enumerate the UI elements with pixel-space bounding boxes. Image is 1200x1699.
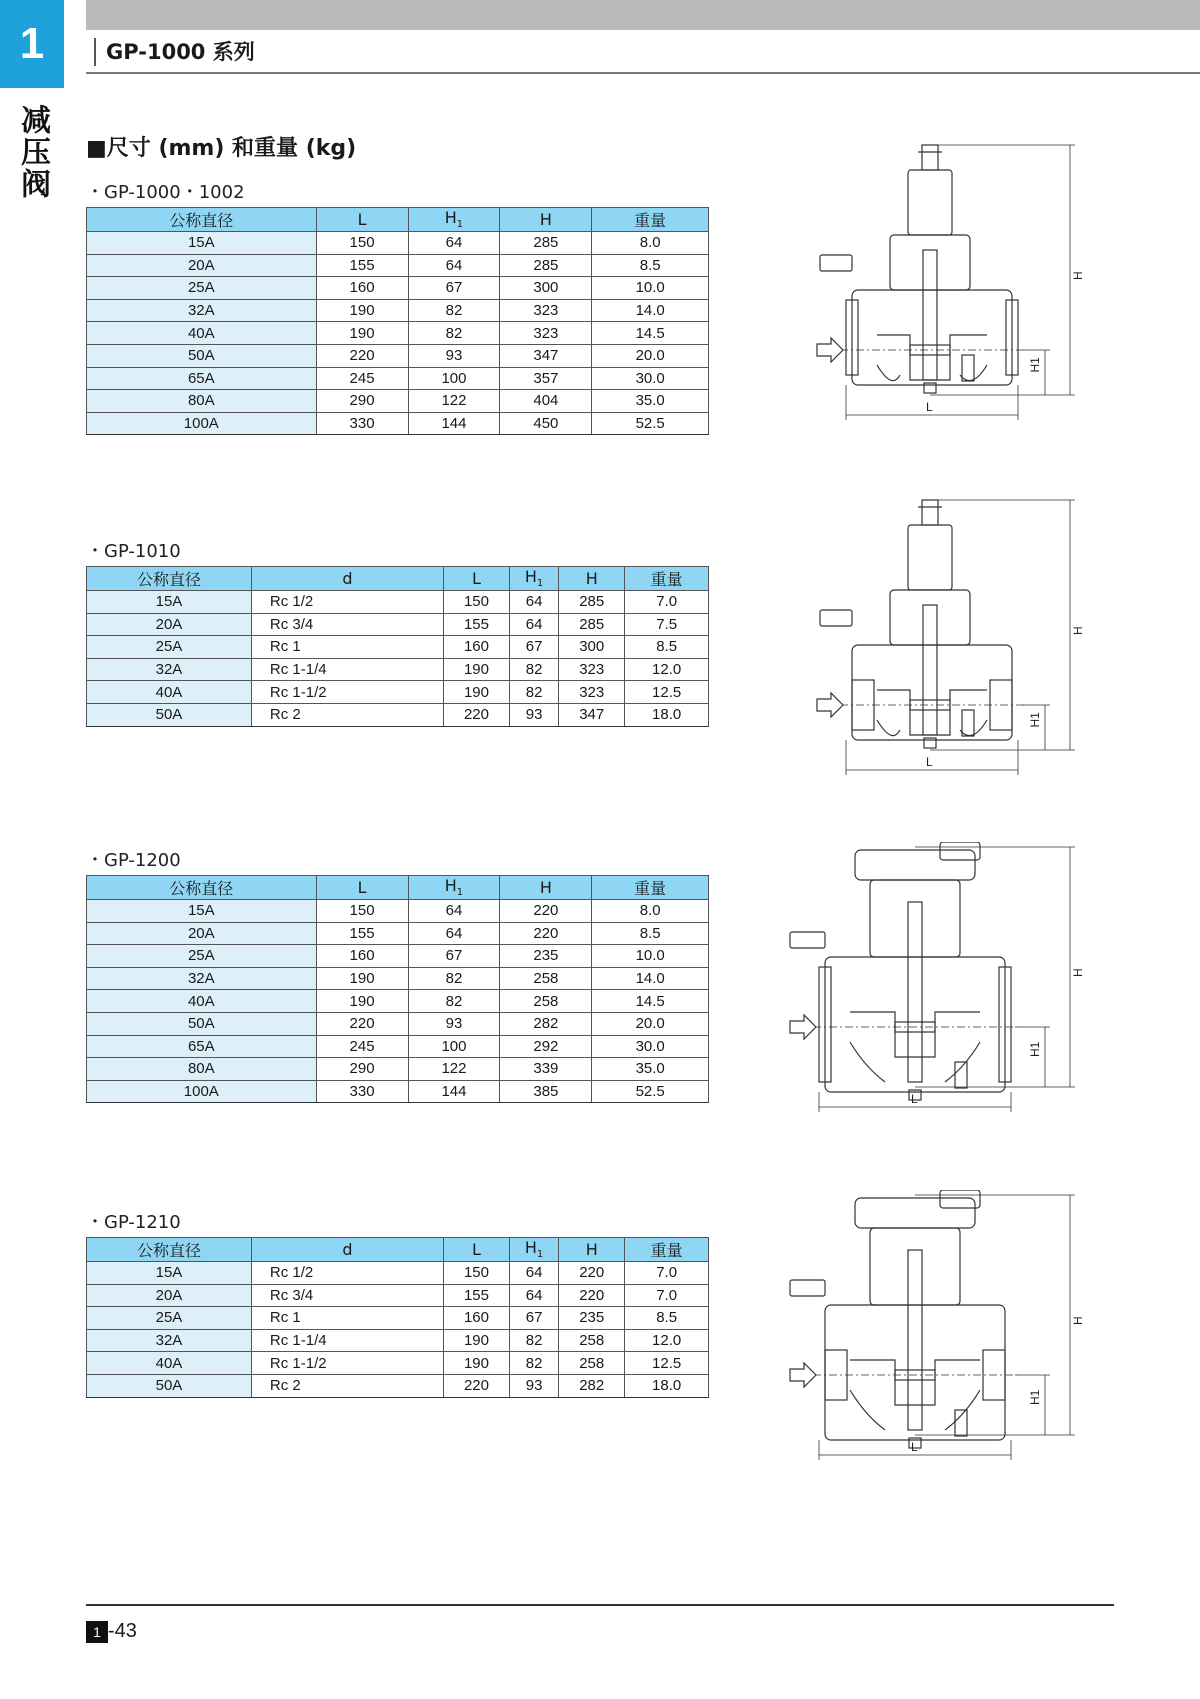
table-cell: 323 xyxy=(559,681,625,704)
table-cell: 190 xyxy=(316,990,408,1013)
table-cell: 155 xyxy=(316,254,408,277)
valve-body xyxy=(852,290,1012,385)
flow-passage xyxy=(877,720,900,736)
table-row xyxy=(87,254,709,277)
table-cell: 285 xyxy=(500,254,592,277)
header-bar xyxy=(86,0,1200,30)
table-cell: 64 xyxy=(408,922,500,945)
page-number xyxy=(86,1620,137,1643)
chapter-side-label: 减压阀 xyxy=(15,104,50,200)
table-cell: 7.5 xyxy=(625,613,709,636)
table-cell: Rc 1/2 xyxy=(251,1262,443,1285)
table-cell: 7.0 xyxy=(625,1262,709,1285)
strainer-plug xyxy=(955,1410,967,1436)
valve-body xyxy=(852,645,1012,740)
table-cell: 323 xyxy=(500,322,592,345)
table-row xyxy=(87,900,709,923)
flow-arrow-icon xyxy=(817,693,843,717)
table-row xyxy=(87,703,709,726)
dimension-label-l: L xyxy=(911,1440,918,1454)
pilot-fitting xyxy=(790,1280,825,1296)
column-header: 公称直径 xyxy=(87,1238,252,1262)
table-cell: 190 xyxy=(316,299,408,322)
table-cell: 155 xyxy=(443,1284,509,1307)
table-cell: 235 xyxy=(500,945,592,968)
table-cell: 155 xyxy=(316,922,408,945)
table-cell: Rc 1-1/2 xyxy=(251,1352,443,1375)
valve-drawing-gp1210 xyxy=(780,1190,1090,1505)
column-header: L xyxy=(443,1238,509,1262)
table-cell: 12.0 xyxy=(625,1329,709,1352)
table-cell: 64 xyxy=(509,613,558,636)
dimension-label-h: H xyxy=(1071,271,1085,280)
table-cell: 32A xyxy=(87,1329,252,1352)
table-cell: 40A xyxy=(87,681,252,704)
table-cell: 65A xyxy=(87,367,317,390)
table-cell: 20.0 xyxy=(592,1012,709,1035)
table-cell: 450 xyxy=(500,412,592,435)
table-cell: 67 xyxy=(408,277,500,300)
table-cell: 258 xyxy=(500,990,592,1013)
table-cell: 64 xyxy=(509,591,558,614)
table-cell: 220 xyxy=(316,1012,408,1035)
table-cell: 25A xyxy=(87,277,317,300)
table-cell: 10.0 xyxy=(592,945,709,968)
column-header: H xyxy=(559,567,625,591)
section-heading: ■尺寸 (mm) 和重量 (kg) xyxy=(86,136,357,161)
table-cell: 52.5 xyxy=(592,1080,709,1103)
page-chapter-box: 1 xyxy=(86,1621,108,1643)
table-header-row xyxy=(87,876,709,900)
spec-table-gp1200 xyxy=(86,875,709,1103)
valve-stem xyxy=(923,250,937,380)
table-cell: 144 xyxy=(408,412,500,435)
table-cell: 30.0 xyxy=(592,1035,709,1058)
valve-stem xyxy=(908,902,922,1082)
table-cell: 67 xyxy=(509,1307,558,1330)
table-row xyxy=(87,922,709,945)
table-row xyxy=(87,299,709,322)
table-cell: 220 xyxy=(443,703,509,726)
strainer-plug xyxy=(955,1062,967,1088)
valve-stem xyxy=(923,605,937,735)
table-row xyxy=(87,367,709,390)
table-cell: 339 xyxy=(500,1058,592,1081)
table-cell: 25A xyxy=(87,636,252,659)
table-cell: 292 xyxy=(500,1035,592,1058)
table-cell: 93 xyxy=(509,1374,558,1397)
table-cell: 7.0 xyxy=(625,1284,709,1307)
diaphragm-housing xyxy=(890,590,970,645)
table-row xyxy=(87,613,709,636)
column-header: L xyxy=(316,208,408,232)
adjusting-cap xyxy=(940,1190,980,1208)
table-cell: 50A xyxy=(87,344,317,367)
table-cell: Rc 1-1/2 xyxy=(251,681,443,704)
valve-drawing-gp1200 xyxy=(780,842,1090,1157)
table-cell: 30.0 xyxy=(592,367,709,390)
table-row xyxy=(87,1080,709,1103)
dimension-label-h1: H1 xyxy=(1028,712,1042,728)
table-cell: Rc 1 xyxy=(251,1307,443,1330)
table-cell: 14.0 xyxy=(592,299,709,322)
spec-table-gp1000 xyxy=(86,207,709,435)
table-cell: 67 xyxy=(408,945,500,968)
diaphragm-housing xyxy=(890,235,970,290)
flow-arrow-icon xyxy=(790,1363,816,1387)
dimension-label-h1: H1 xyxy=(1028,1041,1042,1057)
table-cell: 8.0 xyxy=(592,232,709,255)
table-cell: 25A xyxy=(87,1307,252,1330)
table-cell: 15A xyxy=(87,232,317,255)
table-cell: 80A xyxy=(87,390,317,413)
column-header: H xyxy=(500,876,592,900)
table-cell: 14.0 xyxy=(592,967,709,990)
table-cell: 8.5 xyxy=(592,254,709,277)
table-cell: 150 xyxy=(316,232,408,255)
flow-passage xyxy=(850,1390,885,1430)
table-cell: 82 xyxy=(509,658,558,681)
table-cell: 50A xyxy=(87,1374,252,1397)
table-cell: 32A xyxy=(87,658,252,681)
table-cell: 220 xyxy=(316,344,408,367)
pilot-fitting xyxy=(820,610,852,626)
table-row xyxy=(87,591,709,614)
table-cell: 160 xyxy=(316,277,408,300)
dimension-label-h: H xyxy=(1071,968,1085,977)
model-title-gp1200: ・GP-1200 xyxy=(86,850,181,871)
table-cell: 15A xyxy=(87,591,252,614)
table-cell: 258 xyxy=(500,967,592,990)
table-cell: Rc 1 xyxy=(251,636,443,659)
flow-passage xyxy=(850,1012,980,1057)
model-title-gp1010: ・GP-1010 xyxy=(86,541,181,562)
table-row xyxy=(87,1307,709,1330)
dimension-label-l: L xyxy=(911,1092,918,1106)
column-header: H xyxy=(500,208,592,232)
table-cell: 323 xyxy=(559,658,625,681)
cover xyxy=(855,850,975,880)
table-cell: 20A xyxy=(87,613,252,636)
table-cell: 144 xyxy=(408,1080,500,1103)
table-cell: 8.0 xyxy=(592,900,709,923)
table-cell: 290 xyxy=(316,1058,408,1081)
table-cell: 35.0 xyxy=(592,390,709,413)
flow-passage xyxy=(850,1042,885,1082)
table-cell: Rc 1-1/4 xyxy=(251,658,443,681)
spring-housing xyxy=(908,525,952,590)
column-header: H xyxy=(559,1238,625,1262)
table-cell: 220 xyxy=(443,1374,509,1397)
table-cell: 323 xyxy=(500,299,592,322)
table-cell: 18.0 xyxy=(625,703,709,726)
table-cell: 8.5 xyxy=(592,922,709,945)
table-cell: 122 xyxy=(408,390,500,413)
table-cell: 290 xyxy=(316,390,408,413)
table-row xyxy=(87,1352,709,1375)
table-cell: 282 xyxy=(500,1012,592,1035)
column-header: 重量 xyxy=(592,208,709,232)
chapter-tab: 1 xyxy=(0,0,64,88)
table-row xyxy=(87,681,709,704)
table-cell: Rc 3/4 xyxy=(251,1284,443,1307)
diaphragm-housing xyxy=(870,1228,960,1305)
table-cell: 330 xyxy=(316,412,408,435)
table-cell: 64 xyxy=(408,254,500,277)
flow-arrow-icon xyxy=(817,338,843,362)
adjusting-cap xyxy=(940,842,980,860)
cover xyxy=(855,1198,975,1228)
table-cell: Rc 1-1/4 xyxy=(251,1329,443,1352)
dimension-label-h1: H1 xyxy=(1028,357,1042,373)
spec-table-gp1010 xyxy=(86,566,709,727)
table-cell: 93 xyxy=(408,1012,500,1035)
table-cell: 245 xyxy=(316,367,408,390)
table-cell: 12.0 xyxy=(625,658,709,681)
table-cell: 100A xyxy=(87,412,317,435)
table-cell: 285 xyxy=(500,232,592,255)
page-number-text: -43 xyxy=(108,1620,137,1642)
table-cell: 20.0 xyxy=(592,344,709,367)
column-header: $H_1$ xyxy=(509,567,558,591)
table-cell: 82 xyxy=(408,967,500,990)
table-cell: 150 xyxy=(443,1262,509,1285)
table-cell: 160 xyxy=(443,636,509,659)
column-header: 公称直径 xyxy=(87,208,317,232)
valve-drawing-gp1000 xyxy=(810,140,1090,460)
diaphragm-housing xyxy=(870,880,960,957)
table-cell: 18.0 xyxy=(625,1374,709,1397)
table-cell: 64 xyxy=(408,232,500,255)
dimension-label-h: H xyxy=(1071,1316,1085,1325)
table-cell: 64 xyxy=(408,900,500,923)
table-cell: 385 xyxy=(500,1080,592,1103)
table-cell: 12.5 xyxy=(625,1352,709,1375)
flow-passage xyxy=(877,335,987,380)
footer-divider xyxy=(86,1604,1114,1606)
table-cell: 190 xyxy=(443,1329,509,1352)
table-cell: 82 xyxy=(408,322,500,345)
table-cell: 190 xyxy=(443,681,509,704)
table-cell: 65A xyxy=(87,1035,317,1058)
pilot-fitting xyxy=(790,932,825,948)
table-cell: 220 xyxy=(559,1284,625,1307)
table-cell: 80A xyxy=(87,1058,317,1081)
table-cell: 357 xyxy=(500,367,592,390)
table-cell: 40A xyxy=(87,1352,252,1375)
table-cell: 40A xyxy=(87,322,317,345)
header-divider xyxy=(86,72,1200,74)
table-cell: 245 xyxy=(316,1035,408,1058)
table-row xyxy=(87,1262,709,1285)
flow-arrow-icon xyxy=(790,1015,816,1039)
dimension-label-l: L xyxy=(926,400,933,414)
table-cell: 150 xyxy=(316,900,408,923)
table-row xyxy=(87,1329,709,1352)
table-cell: 282 xyxy=(559,1374,625,1397)
adjusting-screw xyxy=(922,500,938,525)
table-row xyxy=(87,967,709,990)
table-row xyxy=(87,945,709,968)
table-cell: 64 xyxy=(509,1262,558,1285)
strainer-plug xyxy=(962,355,974,381)
table-cell: 220 xyxy=(559,1262,625,1285)
table-cell: 8.5 xyxy=(625,636,709,659)
table-cell: 285 xyxy=(559,613,625,636)
column-header: L xyxy=(443,567,509,591)
table-cell: 100 xyxy=(408,367,500,390)
table-cell: Rc 3/4 xyxy=(251,613,443,636)
table-cell: 330 xyxy=(316,1080,408,1103)
table-cell: 160 xyxy=(443,1307,509,1330)
flow-passage xyxy=(877,365,900,381)
table-cell: Rc 1/2 xyxy=(251,591,443,614)
table-cell: 10.0 xyxy=(592,277,709,300)
table-row xyxy=(87,322,709,345)
table-cell: 258 xyxy=(559,1352,625,1375)
table-cell: 100 xyxy=(408,1035,500,1058)
table-cell: 150 xyxy=(443,591,509,614)
table-cell: 347 xyxy=(559,703,625,726)
dimension-label-h: H xyxy=(1071,626,1085,635)
table-cell: 8.5 xyxy=(625,1307,709,1330)
flow-passage xyxy=(877,690,987,735)
table-cell: 32A xyxy=(87,967,317,990)
table-row xyxy=(87,232,709,255)
pilot-fitting xyxy=(820,255,852,271)
table-cell: 20A xyxy=(87,922,317,945)
table-cell: 285 xyxy=(559,591,625,614)
column-header: d xyxy=(251,1238,443,1262)
table-row xyxy=(87,1058,709,1081)
adjusting-screw xyxy=(922,145,938,170)
table-cell: 160 xyxy=(316,945,408,968)
table-cell: 64 xyxy=(509,1284,558,1307)
valve-body xyxy=(825,1305,1005,1440)
column-header: d xyxy=(251,567,443,591)
table-row xyxy=(87,658,709,681)
table-row xyxy=(87,1012,709,1035)
table-row xyxy=(87,1374,709,1397)
table-row xyxy=(87,990,709,1013)
table-cell: 93 xyxy=(509,703,558,726)
column-header: 重量 xyxy=(625,567,709,591)
page-title: GP-1000 系列 xyxy=(94,38,255,66)
table-cell: 15A xyxy=(87,1262,252,1285)
table-row xyxy=(87,636,709,659)
table-cell: 14.5 xyxy=(592,990,709,1013)
table-header-row xyxy=(87,208,709,232)
spring-housing xyxy=(908,170,952,235)
column-header: $H_1$ xyxy=(408,208,500,232)
table-cell: 190 xyxy=(443,658,509,681)
model-title-gp1210: ・GP-1210 xyxy=(86,1212,181,1233)
table-cell: 7.0 xyxy=(625,591,709,614)
table-cell: 235 xyxy=(559,1307,625,1330)
table-cell: 300 xyxy=(500,277,592,300)
table-row xyxy=(87,277,709,300)
table-cell: 190 xyxy=(316,322,408,345)
table-row xyxy=(87,344,709,367)
dimension-label-h1: H1 xyxy=(1028,1389,1042,1405)
column-header: $H_1$ xyxy=(408,876,500,900)
table-cell: 258 xyxy=(559,1329,625,1352)
column-header: $H_1$ xyxy=(509,1238,558,1262)
table-cell: 40A xyxy=(87,990,317,1013)
model-title-gp1000: ・GP-1000・1002 xyxy=(86,182,245,203)
table-row xyxy=(87,1284,709,1307)
valve-body xyxy=(825,957,1005,1092)
table-cell: 82 xyxy=(509,681,558,704)
table-cell: 347 xyxy=(500,344,592,367)
table-cell: Rc 2 xyxy=(251,703,443,726)
table-cell: 190 xyxy=(316,967,408,990)
column-header: 重量 xyxy=(625,1238,709,1262)
table-cell: 32A xyxy=(87,299,317,322)
column-header: 公称直径 xyxy=(87,876,317,900)
table-row xyxy=(87,390,709,413)
table-cell: Rc 2 xyxy=(251,1374,443,1397)
strainer-plug xyxy=(962,710,974,736)
table-cell: 50A xyxy=(87,703,252,726)
table-cell: 155 xyxy=(443,613,509,636)
spec-table-gp1210 xyxy=(86,1237,709,1398)
table-cell: 20A xyxy=(87,1284,252,1307)
table-cell: 93 xyxy=(408,344,500,367)
table-cell: 67 xyxy=(509,636,558,659)
flow-passage xyxy=(850,1360,980,1405)
column-header: 公称直径 xyxy=(87,567,252,591)
table-cell: 52.5 xyxy=(592,412,709,435)
table-cell: 300 xyxy=(559,636,625,659)
table-cell: 82 xyxy=(408,299,500,322)
dimension-label-l: L xyxy=(926,755,933,769)
table-row xyxy=(87,412,709,435)
table-cell: 15A xyxy=(87,900,317,923)
table-cell: 82 xyxy=(509,1352,558,1375)
table-cell: 220 xyxy=(500,900,592,923)
table-cell: 82 xyxy=(509,1329,558,1352)
valve-stem xyxy=(908,1250,922,1430)
table-cell: 100A xyxy=(87,1080,317,1103)
table-cell: 20A xyxy=(87,254,317,277)
column-header: L xyxy=(316,876,408,900)
table-cell: 12.5 xyxy=(625,681,709,704)
table-cell: 14.5 xyxy=(592,322,709,345)
table-cell: 25A xyxy=(87,945,317,968)
table-cell: 404 xyxy=(500,390,592,413)
column-header: 重量 xyxy=(592,876,709,900)
table-row xyxy=(87,1035,709,1058)
table-header-row xyxy=(87,1238,709,1262)
table-cell: 190 xyxy=(443,1352,509,1375)
table-cell: 50A xyxy=(87,1012,317,1035)
table-cell: 82 xyxy=(408,990,500,1013)
table-cell: 35.0 xyxy=(592,1058,709,1081)
table-header-row xyxy=(87,567,709,591)
table-cell: 122 xyxy=(408,1058,500,1081)
valve-drawing-gp1010 xyxy=(810,495,1090,815)
table-cell: 220 xyxy=(500,922,592,945)
